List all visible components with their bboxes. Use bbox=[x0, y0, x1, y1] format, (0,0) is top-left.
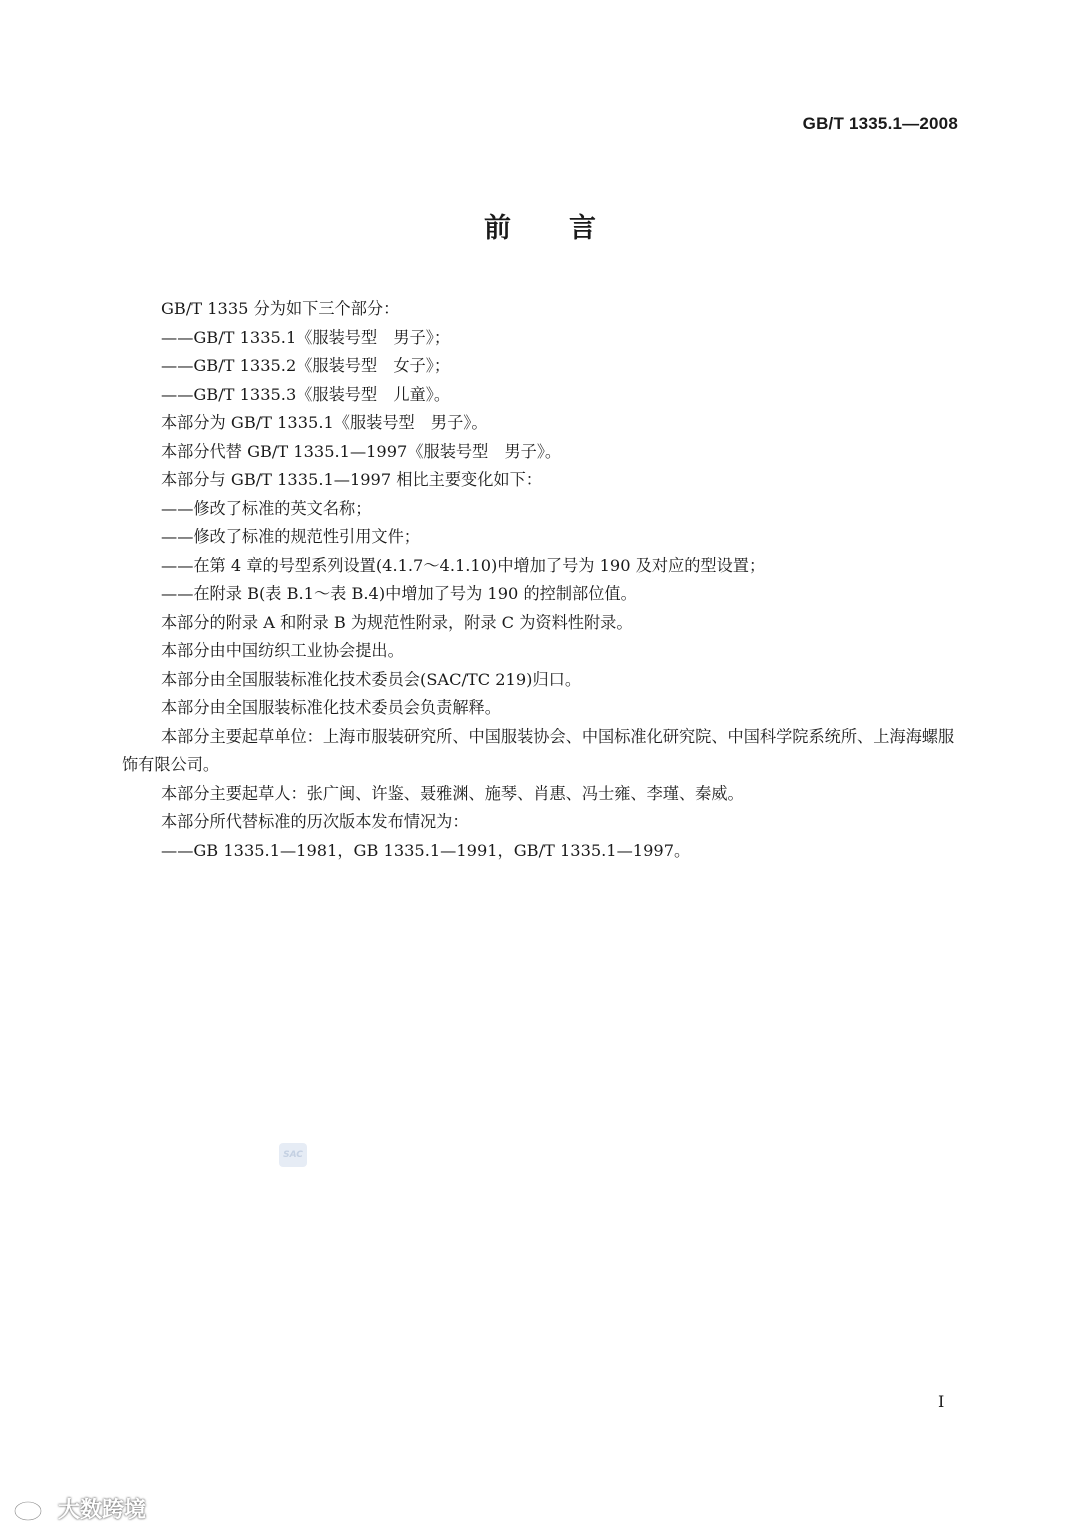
paragraph: 本部分所代替标准的历次版本发布情况为： bbox=[161, 812, 469, 831]
paragraph: ——GB 1335.1—1981，GB 1335.1—1991，GB/T 1335.1—1997。 bbox=[161, 840, 691, 860]
paragraph: 本部分代替 GB/T 1335.1—1997《服装号型 男子》。 bbox=[161, 441, 562, 461]
source-watermark-text: 大数跨境 bbox=[58, 1498, 147, 1523]
page-title: 前言 bbox=[484, 213, 654, 244]
paragraph: ——修改了标准的规范性引用文件； bbox=[161, 527, 420, 546]
source-watermark bbox=[12, 1493, 146, 1524]
weibo-logo-icon bbox=[12, 1496, 52, 1522]
paragraph: ——GB/T 1335.3《服装号型 儿童》。 bbox=[161, 384, 451, 404]
paragraph: ——修改了标准的英文名称； bbox=[161, 498, 372, 518]
paragraph: 本部分由中国纺织工业协会提出。 bbox=[161, 641, 404, 660]
paragraph: 本部分由全国服装标准化技术委员会(SAC/TC 219)归口。 bbox=[161, 669, 582, 689]
paragraph: ——GB/T 1335.1《服装号型 男子》； bbox=[161, 327, 451, 347]
paragraph: 本部分的附录 A 和附录 B 为规范性附录，附录 C 为资料性附录。 bbox=[161, 612, 633, 632]
paragraph: 本部分为 GB/T 1335.1《服装号型 男子》。 bbox=[161, 413, 488, 432]
paragraph: 本部分与 GB/T 1335.1—1997 相比主要变化如下： bbox=[161, 470, 542, 489]
paragraph: 本部分由全国服装标准化技术委员会负责解释。 bbox=[161, 698, 501, 717]
paragraph: 本部分主要起草单位：上海市服装研究所、中国服装协会、中国标准化研究院、中国科学院系统所、上海海螺服饰有限公司。 bbox=[122, 726, 955, 774]
paragraph: ——GB/T 1335.2《服装号型 女子》； bbox=[161, 356, 451, 375]
page-number: I bbox=[938, 1392, 945, 1411]
foreword-body bbox=[122, 295, 962, 865]
paragraph: 本部分主要起草人：张广闽、许鉴、聂雅渊、施琴、肖惠、冯士雍、李瑾、秦威。 bbox=[161, 783, 744, 803]
paragraph: ——在附录 B(表 B.1～表 B.4)中增加了号为 190 的控制部位值。 bbox=[161, 584, 637, 603]
sac-watermark: SAC bbox=[279, 1143, 307, 1167]
paragraph: ——在第 4 章的号型系列设置(4.1.7～4.1.10)中增加了号为 190 及对应的型设置； bbox=[161, 555, 766, 575]
paragraph: GB/T 1335 分为如下三个部分： bbox=[161, 299, 400, 318]
document-code: GB/T 1335.1—2008 bbox=[802, 114, 958, 133]
